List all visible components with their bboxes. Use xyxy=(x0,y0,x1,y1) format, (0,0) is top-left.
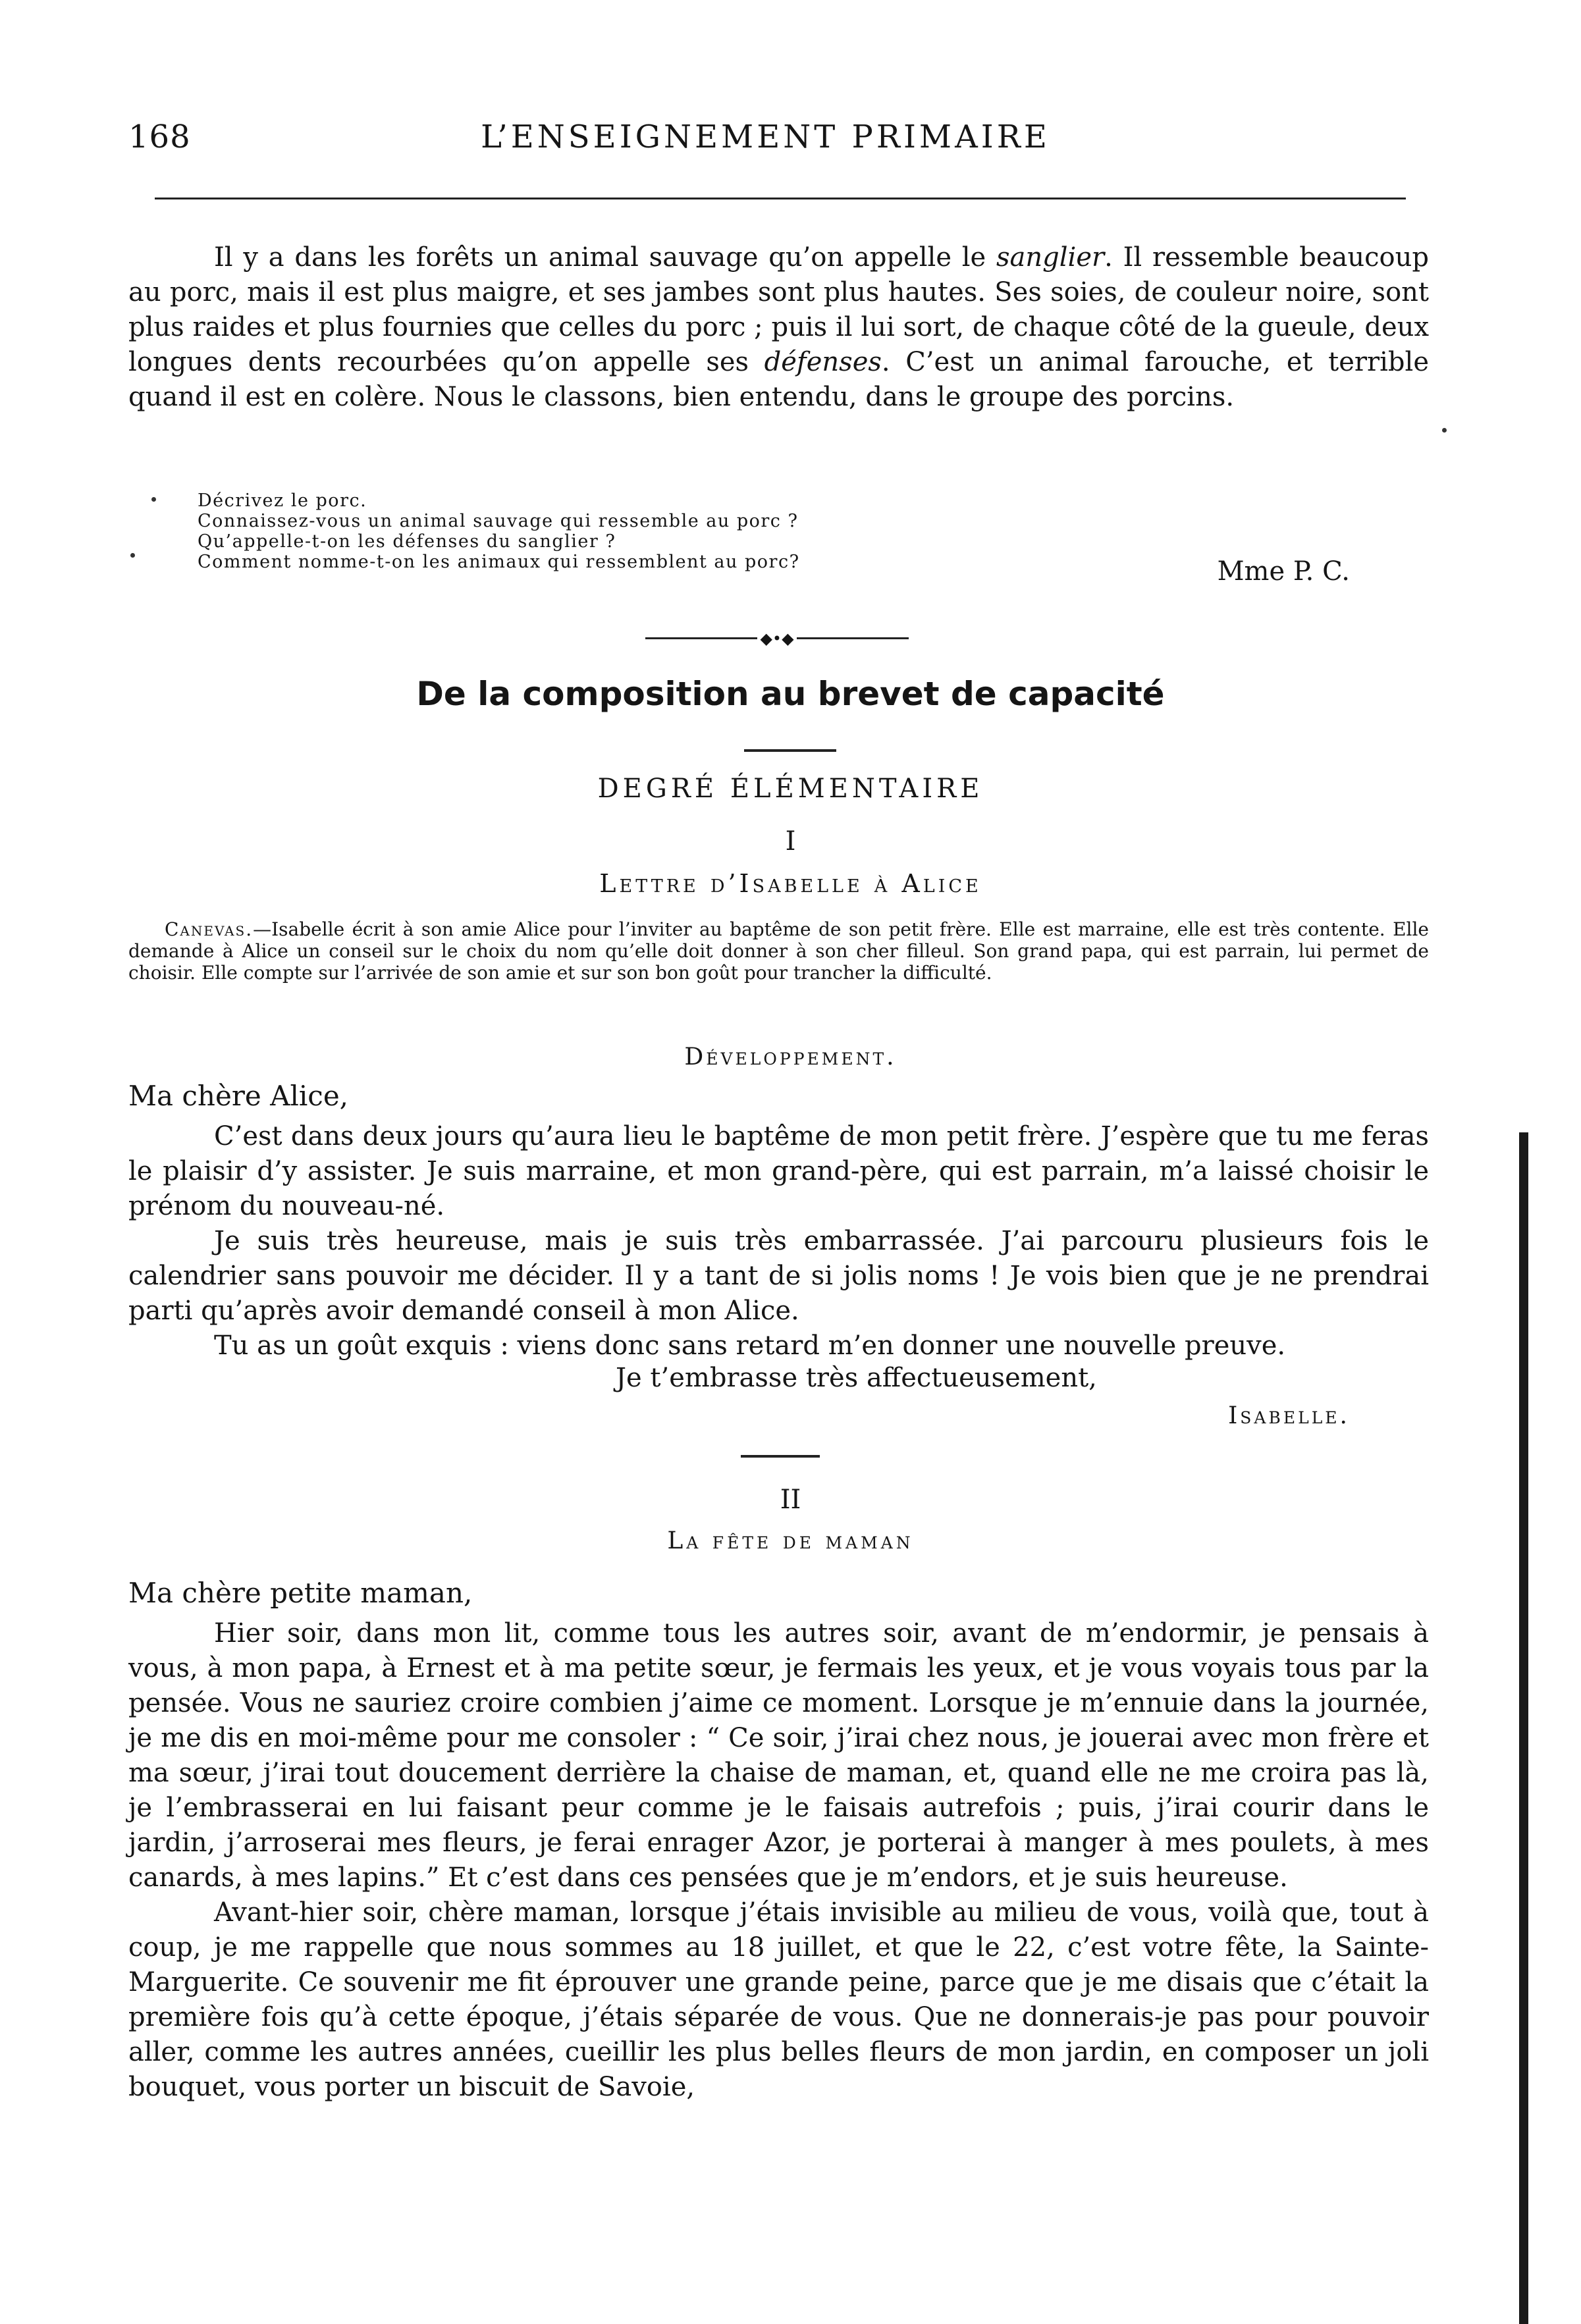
letter-paragraph: Je suis très heureuse, mais je suis très embarrassée. J’ai parcouru plusieurs fois le calendrier sans pouvoir me décider. Il y a tant de si jolis noms ! Je vois bien que je ne prendrai parti qu’après avoir demandé conseil à mon Alice. xyxy=(128,1226,1429,1326)
lesson-signature: Mme P. C. xyxy=(1217,556,1350,587)
development-heading: Développement. xyxy=(684,1043,897,1070)
letter-paragraph: Avant-hier soir, chère maman, lorsque j’étais invisible au milieu de vous, voilà que, tout à coup, je me rappelle que nous sommes au 18 juillet, et que le 22, c’est votre fête, la Sainte-Marguerite. Ce souvenir me fit éprouver une grande peine, parce que je me disais que c’était la première fois qu’à cette époque, j’étais séparée de vous. Que ne donnerais-je pas pour pouvoir aller, comme les autres années, cueillir les plus belles fleurs de mon jardin, en composer un joli bouquet, vous porter un biscuit de Savoie, xyxy=(128,1897,1429,2102)
term-defenses: défenses xyxy=(764,347,882,377)
title-rule xyxy=(744,749,836,752)
letter-signature: Isabelle. xyxy=(1228,1402,1350,1429)
question-item: Connaissez-vous un animal sauvage qui ressemble au porc ? xyxy=(198,511,799,531)
letter-number: II xyxy=(780,1485,801,1515)
scan-speck xyxy=(151,497,156,502)
letter-body xyxy=(128,1616,1429,2105)
ornamental-divider: ◆•◆ xyxy=(645,629,909,648)
canevas-text xyxy=(128,918,1429,984)
running-head xyxy=(128,119,1403,171)
canevas-label: Canevas. xyxy=(165,918,254,940)
letter-closing: Je t’embrasse très affectueusement, xyxy=(616,1363,1097,1393)
letter-paragraph: Tu as un goût exquis : viens donc sans retard m’en donner une nouvelle preuve. xyxy=(214,1331,1286,1361)
scan-speck xyxy=(1442,428,1447,433)
letter-title: La fête de maman xyxy=(667,1527,914,1554)
level-heading: DEGRÉ ÉLÉMENTAIRE xyxy=(597,774,984,804)
letter-title: Lettre d’Isabelle à Alice xyxy=(599,869,982,898)
header-rule xyxy=(155,198,1406,199)
lesson-text-3: . C’est un animal farouche, et terrible quand il est en colère. Nous le classons, bien entendu, dans le groupe des porcins. xyxy=(128,347,1429,412)
canevas-body: —Isabelle écrit à son amie Alice pour l’inviter au baptême de son petit frère. Elle est marraine, elle est très contente. Elle demande à Alice un conseil sur le choix du nom qu’elle doit donner à son cher filleul. Son grand papa, qui est parrain, lui permet de choisir. Elle compte sur l’arrivée de son amie et sur son bon goût pour trancher la difficulté. xyxy=(128,918,1429,984)
letter-salutation: Ma chère Alice, xyxy=(128,1080,349,1112)
section-rule xyxy=(741,1455,820,1458)
letter-paragraph: Hier soir, dans mon lit, comme tous les autres soir, avant de m’endormir, je pensais à vous, à mon papa, à Ernest et à ma petite sœur, je fermais les yeux, et je vous voyais tous par la pensée. Vous ne sauriez croire combien j’aime ce moment. Lorsque je m’ennuie dans la journée, je me dis en moi-même pour me consoler : “ Ce soir, j’irai chez nous, je jouerai avec mon frère et ma sœur, j’irai tout doucement derrière la chaise de maman, et, quand elle ne me croira pas là, je l’embrasserai en lui faisant peur comme je le faisais autrefois ; puis, j’irai courir dans le jardin, j’arroserai mes fleurs, je ferai enrager Azor, je porterai à manger à mes poulets, à mes canards, à mes lapins.” Et c’est dans ces pensées que je m’endors, et je suis heureuse. xyxy=(128,1618,1429,1893)
lesson-text-2: . Il ressemble beaucoup au porc, mais il est plus maigre, et ses jambes sont plus hautes. Ses soies, de couleur noire, sont plus raides et plus fournies que celles du porc ; puis il lui sort, de chaque côté de la gueule, deux longues dents recourbées qu’on appelle ses xyxy=(128,242,1429,377)
term-sanglier: sanglier xyxy=(996,242,1105,273)
scan-margin-shadow xyxy=(1519,1132,1528,2324)
section-title: De la composition au brevet de capacité xyxy=(416,675,1165,713)
scan-speck xyxy=(130,553,135,558)
letter-body xyxy=(128,1119,1429,1363)
question-item: Décrivez le porc. xyxy=(198,490,367,511)
letter-paragraph: C’est dans deux jours qu’aura lieu le baptême de mon petit frère. J’espère que tu me feras le plaisir d’y assister. Je suis marraine, et mon grand-père, qui est parrain, m’a laissé choisir le prénom du nouveau-né. xyxy=(128,1121,1429,1221)
question-item: Qu’appelle-t-on les défenses du sanglier ? xyxy=(198,531,616,552)
letter-number: I xyxy=(785,826,796,857)
letter-salutation: Ma chère petite maman, xyxy=(128,1577,473,1609)
lesson-paragraph xyxy=(128,240,1429,415)
page-number: 168 xyxy=(128,119,191,155)
lesson-text-1: Il y a dans les forêts un animal sauvage qu’on appelle le xyxy=(214,242,996,273)
journal-title: L’ENSEIGNEMENT PRIMAIRE xyxy=(481,119,1050,155)
question-item: Comment nomme-t-on les animaux qui ressemblent au porc? xyxy=(198,552,800,572)
